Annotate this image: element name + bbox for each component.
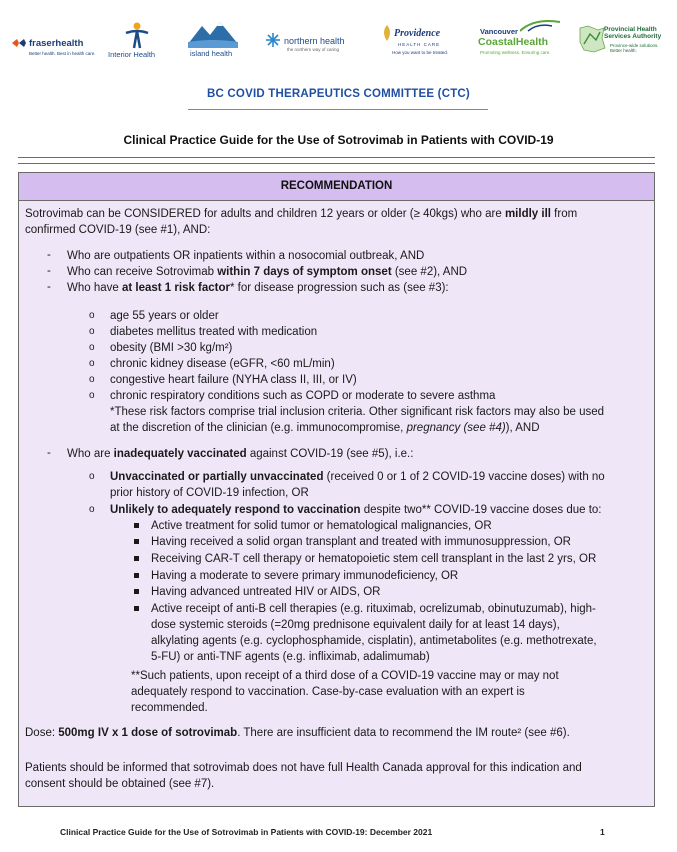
- circle-bullet: o: [89, 310, 95, 321]
- condition-solid-tumor: Active treatment for solid tumor or hematological malignancies, OR: [151, 520, 492, 532]
- fraser-health-tagline: Better health. Best in health care.: [29, 51, 96, 56]
- criterion-risk-factor: Who have at least 1 risk factor* for disease progression such as (see #3):: [67, 282, 449, 294]
- page-number: 1: [600, 827, 605, 837]
- fraser-health-logo: [12, 18, 104, 64]
- criterion-symptom-onset: Who can receive Sotrovimab within 7 days of symptom onset (see #2), AND: [67, 266, 468, 278]
- vch-name: CoastalHealth: [478, 36, 549, 48]
- condition-hiv: Having advanced untreated HIV or AIDS, OR: [151, 586, 381, 598]
- condition-therapies-line-2: dose systemic steroids (=20mg prednisone equivalent daily for at least 14 days),: [151, 619, 560, 631]
- northern-health-logo: [265, 18, 361, 64]
- page-footer: Clinical Practice Guide for the Use of Sotrovimab in Patients with COVID-19: December 2021: [60, 827, 433, 837]
- recommendation-header: RECOMMENDATION: [19, 173, 654, 201]
- risk-note-line-1: *These risk factors comprise trial inclusion criteria. Other significant risk factors may also be used: [110, 406, 605, 418]
- interior-health-name: Interior Health: [108, 50, 156, 59]
- partner-logos: [12, 18, 668, 64]
- circle-bullet: o: [89, 504, 95, 515]
- phsa-name: Provincial Health Services Authority: [604, 26, 662, 40]
- providence-sub: HEALTH CARE: [398, 42, 441, 47]
- vch-wave-icon: [520, 18, 560, 32]
- vancouver-coastal-health-logo: [474, 18, 566, 64]
- phsa-tagline: Province-wide solutions. Better health.: [610, 43, 659, 53]
- circle-bullet: o: [89, 374, 95, 385]
- square-bullet: [134, 539, 139, 544]
- condition-organ-transplant: Having received a solid organ transplant and treated with immunosuppression, OR: [151, 536, 571, 548]
- circle-bullet: o: [89, 358, 95, 369]
- unvaccinated-line-2: prior history of COVID-19 infection, OR: [110, 487, 309, 499]
- risk-factor-item: diabetes mellitus treated with medication: [110, 326, 318, 338]
- dose-statement: Dose: 500mg IV x 1 dose of sotrovimab. There are insufficient data to recommend the IM route² (see #6).: [25, 727, 570, 739]
- northern-health-star-icon: [265, 32, 281, 48]
- condition-car-t: Receiving CAR-T cell therapy or hematopoietic stem cell transplant in the last 2 yrs, OR: [151, 553, 597, 565]
- risk-note-line-2: at the discretion of the clinician (e.g. immunocompromise, pregnancy (see #4)), AND: [110, 422, 540, 434]
- circle-bullet: o: [89, 471, 95, 482]
- phsa-logo: [578, 18, 670, 64]
- unlikely-to-respond: Unlikely to adequately respond to vaccination despite two** COVID-19 vaccine doses due to:: [110, 504, 602, 516]
- recommendation-table: [18, 172, 655, 807]
- dash-bullet: -: [47, 447, 51, 459]
- island-health-name: island health: [190, 49, 233, 58]
- circle-bullet: o: [89, 342, 95, 353]
- phsa-map-icon: [578, 24, 606, 54]
- fraser-health-name: fraserhealth: [29, 38, 84, 49]
- square-bullet: [134, 556, 139, 561]
- third-dose-note-line-3: recommended.: [131, 702, 208, 714]
- condition-therapies-line-1: Active receipt of anti-B cell therapies (e.g. rituximab, ocrelizumab, obinutuzumab), high-: [151, 603, 596, 615]
- providence-name: Providence: [394, 28, 441, 39]
- condition-immunodeficiency: Having a moderate to severe primary immunodeficiency, OR: [151, 570, 459, 582]
- risk-factor-item: chronic respiratory conditions such as COPD or moderate to severe asthma: [110, 390, 496, 402]
- condition-therapies-line-4: 5-FU) or anti-TNF agents (e.g. infliximab, adalimumab): [151, 651, 430, 663]
- vch-tagline: Promoting wellness. Ensuring care.: [480, 50, 551, 55]
- square-bullet: [134, 523, 139, 528]
- title-rule-bottom: [18, 163, 655, 164]
- northern-health-name: northern health: [284, 36, 345, 46]
- providence-tagline: How you want to be treated.: [392, 50, 449, 55]
- interior-health-figure-icon: [124, 21, 150, 49]
- square-bullet: [134, 589, 139, 594]
- committee-heading: BC COVID THERAPEUTICS COMMITTEE (CTC): [207, 88, 470, 100]
- criterion-vaccination: Who are inadequately vaccinated against COVID-19 (see #5), i.e.:: [67, 448, 414, 460]
- fraser-health-mark-icon: [12, 38, 26, 48]
- square-bullet: [134, 573, 139, 578]
- intro-line-2: confirmed COVID-19 (see #1), AND:: [25, 224, 211, 236]
- vch-name-top: Vancouver: [480, 27, 518, 36]
- page-title: Clinical Practice Guide for the Use of Sotrovimab in Patients with COVID-19: [123, 133, 554, 147]
- intro-line-1: Sotrovimab can be CONSIDERED for adults and children 12 years or older (≥ 40kgs) who are mildly ill from: [25, 208, 578, 220]
- providence-logo: [380, 18, 449, 64]
- circle-bullet: o: [89, 326, 95, 337]
- island-health-mountain-icon: [188, 18, 238, 48]
- square-bullet: [134, 606, 139, 611]
- circle-bullet: o: [89, 390, 95, 401]
- risk-factor-item: obesity (BMI >30 kg/m²): [110, 342, 233, 354]
- risk-factor-item: congestive heart failure (NYHA class II, III, or IV): [110, 374, 357, 386]
- criterion-outpatients: Who are outpatients OR inpatients within a nosocomial outbreak, AND: [67, 250, 425, 262]
- unvaccinated-line-1: Unvaccinated or partially unvaccinated (received 0 or 1 of 2 COVID-19 vaccine doses) with no: [110, 471, 605, 483]
- dash-bullet: -: [47, 249, 51, 261]
- interior-health-logo: [108, 18, 168, 64]
- risk-factor-item: age 55 years or older: [110, 310, 219, 322]
- committee-underline: [188, 109, 488, 110]
- third-dose-note-line-1: **Such patients, upon receipt of a third dose of a COVID-19 vaccine may or may not: [131, 670, 559, 682]
- consent-line-2: consent should be obtained (see #7).: [25, 778, 215, 790]
- consent-line-1: Patients should be informed that sotrovimab does not have full Health Canada approval for this indication and: [25, 762, 582, 774]
- dash-bullet: -: [47, 265, 51, 277]
- title-rule-top: [18, 157, 655, 158]
- condition-therapies-line-3: alkylating agents (e.g. cyclophosphamide, cisplatin), antimetabolites (e.g. methotrexate,: [151, 635, 597, 647]
- dash-bullet: -: [47, 281, 51, 293]
- island-health-logo: [182, 18, 248, 64]
- providence-leaf-icon: [380, 24, 394, 42]
- third-dose-note-line-2: adequately respond to vaccination. Case-by-case evaluation with an expert is: [131, 686, 525, 698]
- northern-health-tagline: the northern way of caring: [287, 47, 340, 52]
- risk-factor-item: chronic kidney disease (eGFR, <60 mL/min): [110, 358, 335, 370]
